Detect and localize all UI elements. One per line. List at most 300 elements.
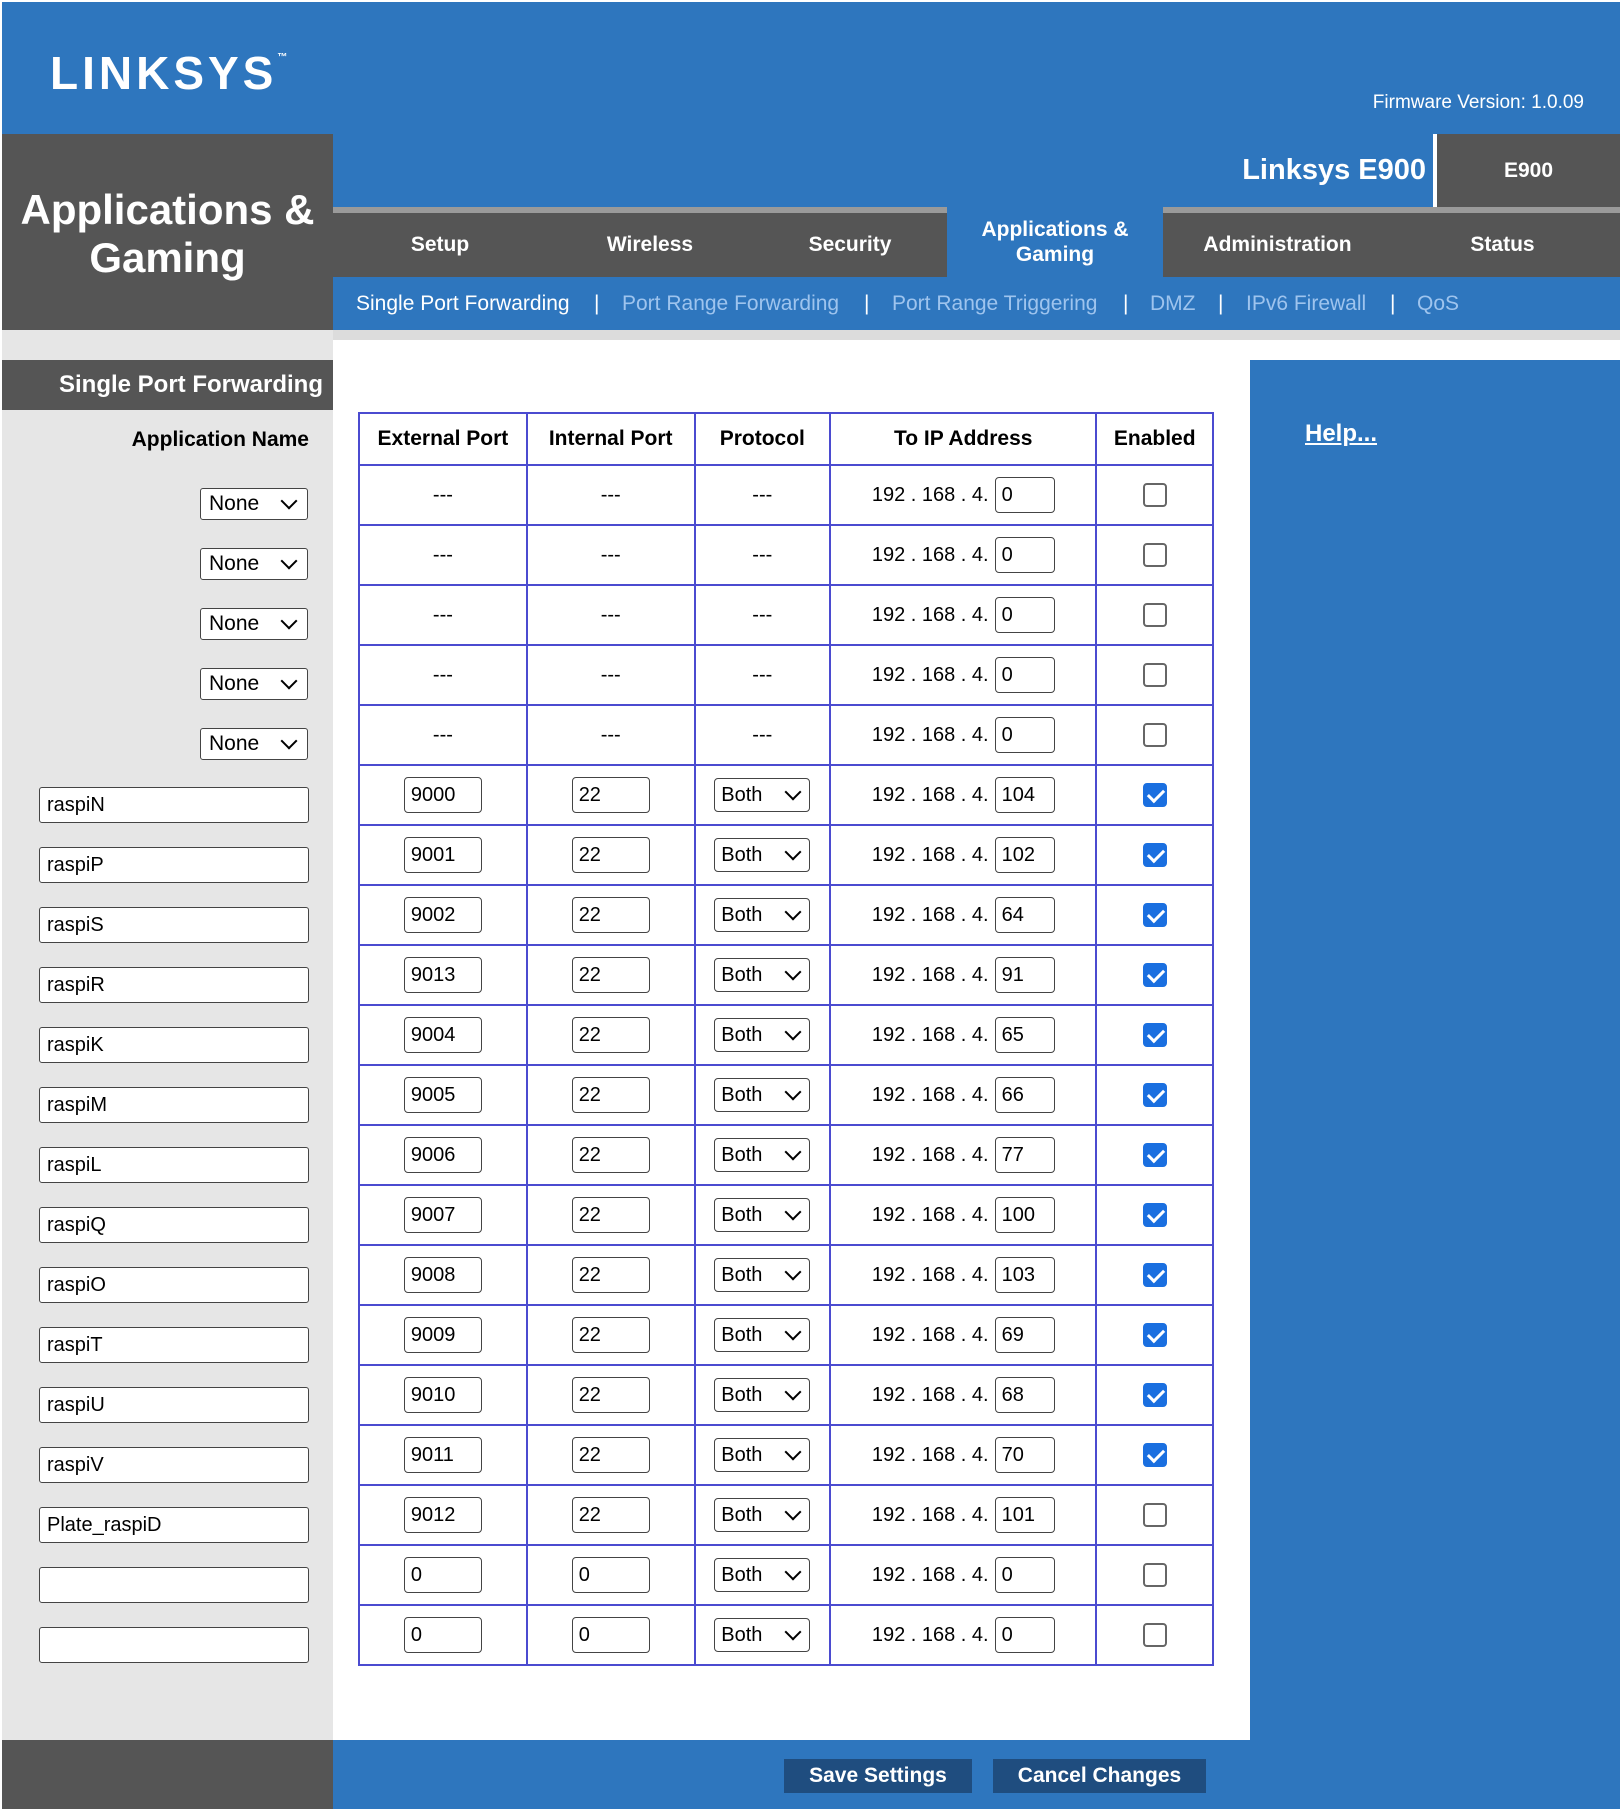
chevron-down-icon — [281, 493, 298, 510]
application-name-input[interactable] — [39, 1207, 309, 1243]
protocol-value: Both — [721, 963, 763, 986]
internal-port-cell — [527, 1005, 695, 1065]
enabled-checkbox[interactable] — [1143, 1023, 1167, 1047]
external-port-input[interactable] — [404, 1377, 482, 1413]
ip-address-cell — [830, 525, 1096, 585]
external-port-input[interactable] — [404, 1257, 482, 1293]
subnav-port-range-forwarding[interactable]: Port Range Forwarding — [622, 292, 840, 315]
internal-port-cell — [527, 1605, 695, 1665]
chevron-down-icon — [281, 553, 298, 570]
table-row — [359, 465, 1213, 525]
enabled-checkbox[interactable] — [1143, 1143, 1167, 1167]
protocol-select[interactable] — [714, 1498, 810, 1532]
section-title: Applications & Gaming — [20, 186, 315, 281]
application-name-input[interactable] — [39, 967, 309, 1003]
ip-last-octet-input[interactable] — [995, 477, 1055, 513]
subnav-separator: | — [1390, 292, 1396, 315]
protocol-placeholder: --- — [752, 603, 773, 626]
protocol-select[interactable] — [714, 1618, 810, 1652]
ip-prefix: 192 . 168 . 4. — [871, 1443, 989, 1466]
protocol-cell — [695, 465, 830, 525]
application-select[interactable] — [200, 608, 308, 640]
internal-port-input[interactable] — [572, 1617, 650, 1653]
protocol-select[interactable] — [714, 1078, 810, 1112]
tab-status[interactable]: Status — [1470, 233, 1535, 256]
internal-port-placeholder: --- — [600, 543, 621, 566]
internal-port-input[interactable] — [572, 1137, 650, 1173]
internal-port-cell — [527, 705, 695, 765]
internal-port-input[interactable] — [572, 1197, 650, 1233]
protocol-select[interactable] — [714, 838, 810, 872]
protocol-select[interactable] — [714, 1378, 810, 1412]
col-enabled: Enabled — [1096, 413, 1213, 465]
external-port-cell — [359, 705, 527, 765]
linksys-logo: LINKSYS™ — [50, 47, 288, 99]
chevron-down-icon — [785, 1144, 802, 1161]
application-name-input[interactable] — [39, 787, 309, 823]
external-port-input[interactable] — [404, 777, 482, 813]
application-name-input[interactable] — [39, 1447, 309, 1483]
protocol-cell — [695, 1305, 830, 1365]
external-port-cell — [359, 525, 527, 585]
ip-address-cell — [830, 765, 1096, 825]
table-row — [359, 1485, 1213, 1545]
ip-address-cell — [830, 885, 1096, 945]
protocol-cell — [695, 885, 830, 945]
internal-port-placeholder: --- — [600, 603, 621, 626]
ip-prefix: 192 . 168 . 4. — [871, 1383, 989, 1406]
external-port-input[interactable] — [404, 1557, 482, 1593]
chevron-down-icon — [281, 673, 298, 690]
ip-last-octet-input[interactable] — [995, 1197, 1055, 1233]
application-name-input[interactable] — [39, 1027, 309, 1063]
subnav-single-port-forwarding[interactable]: Single Port Forwarding — [356, 292, 570, 315]
table-row — [359, 1065, 1213, 1125]
internal-port-input[interactable] — [572, 957, 650, 993]
external-port-placeholder: --- — [432, 603, 453, 626]
application-name-input[interactable] — [39, 1147, 309, 1183]
external-port-cell — [359, 465, 527, 525]
table-row — [359, 1365, 1213, 1425]
ip-last-octet-input[interactable] — [995, 1017, 1055, 1053]
subnav-separator: | — [1218, 292, 1224, 315]
ip-last-octet-input[interactable] — [995, 1257, 1055, 1293]
enabled-cell — [1096, 645, 1213, 705]
enabled-cell — [1096, 825, 1213, 885]
ip-address-cell — [830, 705, 1096, 765]
internal-port-input[interactable] — [572, 837, 650, 873]
internal-port-input[interactable] — [572, 1497, 650, 1533]
protocol-value: Both — [721, 1563, 763, 1586]
application-name-input[interactable] — [39, 1567, 309, 1603]
internal-port-input[interactable] — [572, 777, 650, 813]
internal-port-input[interactable] — [572, 1557, 650, 1593]
tab-applications-gaming[interactable]: Applications & Gaming — [947, 207, 1163, 277]
ip-address-cell — [830, 645, 1096, 705]
table-row — [359, 1125, 1213, 1185]
enabled-cell — [1096, 1305, 1213, 1365]
external-port-input[interactable] — [404, 1137, 482, 1173]
protocol-cell — [695, 705, 830, 765]
external-port-input[interactable] — [404, 1077, 482, 1113]
protocol-cell — [695, 645, 830, 705]
protocol-value: Both — [721, 1503, 763, 1526]
enabled-cell — [1096, 1245, 1213, 1305]
ip-address-cell — [830, 945, 1096, 1005]
protocol-value: Both — [721, 1203, 763, 1226]
internal-port-cell — [527, 1185, 695, 1245]
external-port-cell — [359, 1425, 527, 1485]
protocol-select[interactable] — [714, 1438, 810, 1472]
protocol-value: Both — [721, 1083, 763, 1106]
protocol-cell — [695, 1605, 830, 1665]
chevron-down-icon — [785, 784, 802, 801]
protocol-select[interactable] — [714, 1258, 810, 1292]
enabled-cell — [1096, 1125, 1213, 1185]
ip-last-octet-input[interactable] — [995, 897, 1055, 933]
chevron-down-icon — [785, 1324, 802, 1341]
application-name-input[interactable] — [39, 1627, 309, 1663]
external-port-cell — [359, 885, 527, 945]
protocol-value: Both — [721, 1323, 763, 1346]
ip-address-cell — [830, 1125, 1096, 1185]
enabled-cell — [1096, 1485, 1213, 1545]
table-row — [359, 1305, 1213, 1365]
table-header-row — [359, 413, 1213, 465]
help-link[interactable]: Help... — [1305, 420, 1378, 447]
ip-prefix: 192 . 168 . 4. — [871, 663, 989, 686]
enabled-cell — [1096, 885, 1213, 945]
external-port-placeholder: --- — [432, 723, 453, 746]
external-port-cell — [359, 945, 527, 1005]
table-row — [359, 1545, 1213, 1605]
subnav-separator: | — [594, 292, 600, 315]
internal-port-placeholder: --- — [600, 483, 621, 506]
external-port-cell — [359, 585, 527, 645]
ip-prefix: 192 . 168 . 4. — [871, 783, 989, 806]
ip-last-octet-input[interactable] — [995, 1617, 1055, 1653]
protocol-select[interactable] — [714, 1558, 810, 1592]
internal-port-cell — [527, 645, 695, 705]
protocol-value: Both — [721, 843, 763, 866]
application-name-input[interactable] — [39, 1087, 309, 1123]
ip-prefix: 192 . 168 . 4. — [871, 1203, 989, 1226]
chevron-down-icon — [785, 1384, 802, 1401]
subnav-dmz[interactable]: DMZ — [1150, 292, 1196, 315]
internal-port-input[interactable] — [572, 1377, 650, 1413]
external-port-input[interactable] — [404, 1497, 482, 1533]
application-name-input[interactable] — [39, 1267, 309, 1303]
left-subtitle: Single Port Forwarding — [58, 371, 323, 398]
ip-prefix: 192 . 168 . 4. — [871, 1083, 989, 1106]
application-select-value: None — [209, 552, 260, 575]
table-row — [359, 1245, 1213, 1305]
chevron-down-icon — [785, 904, 802, 921]
enabled-checkbox[interactable] — [1143, 1503, 1167, 1527]
ip-prefix: 192 . 168 . 4. — [871, 843, 989, 866]
table-row — [359, 825, 1213, 885]
ip-address-cell — [830, 585, 1096, 645]
external-port-cell — [359, 1125, 527, 1185]
internal-port-input[interactable] — [572, 1077, 650, 1113]
external-port-cell — [359, 1245, 527, 1305]
chevron-down-icon — [785, 1444, 802, 1461]
external-port-cell — [359, 1185, 527, 1245]
enabled-checkbox[interactable] — [1143, 663, 1167, 687]
protocol-cell — [695, 1185, 830, 1245]
chevron-down-icon — [785, 1204, 802, 1221]
internal-port-cell — [527, 1365, 695, 1425]
internal-port-input[interactable] — [572, 1257, 650, 1293]
protocol-cell — [695, 1005, 830, 1065]
internal-port-cell — [527, 765, 695, 825]
table-row — [359, 645, 1213, 705]
external-port-input[interactable] — [404, 1617, 482, 1653]
external-port-input[interactable] — [404, 1317, 482, 1353]
table-row — [359, 1185, 1213, 1245]
internal-port-input[interactable] — [572, 897, 650, 933]
external-port-cell — [359, 645, 527, 705]
ip-prefix: 192 . 168 . 4. — [871, 1503, 989, 1526]
table-row — [359, 1425, 1213, 1485]
col-protocol: Protocol — [695, 413, 830, 465]
chevron-down-icon — [785, 1024, 802, 1041]
protocol-value: Both — [721, 903, 763, 926]
tab-administration[interactable]: Administration — [1203, 233, 1352, 256]
ip-last-octet-input[interactable] — [995, 837, 1055, 873]
application-select[interactable] — [200, 668, 308, 700]
firmware-version: Firmware Version: 1.0.09 — [1372, 92, 1584, 113]
application-name-input[interactable] — [39, 1327, 309, 1363]
content-top-strip — [333, 330, 1620, 340]
external-port-input[interactable] — [404, 837, 482, 873]
subnav-port-range-triggering[interactable]: Port Range Triggering — [892, 292, 1098, 315]
protocol-placeholder: --- — [752, 483, 773, 506]
protocol-placeholder: --- — [752, 543, 773, 566]
ip-last-octet-input[interactable] — [995, 1077, 1055, 1113]
application-select-value: None — [209, 612, 260, 635]
enabled-cell — [1096, 1605, 1213, 1665]
application-name-input[interactable] — [39, 1387, 309, 1423]
external-port-input[interactable] — [404, 957, 482, 993]
external-port-placeholder: --- — [432, 483, 453, 506]
ip-address-cell — [830, 465, 1096, 525]
application-name-label: Application Name — [131, 428, 309, 451]
protocol-cell — [695, 825, 830, 885]
enabled-checkbox[interactable] — [1143, 1563, 1167, 1587]
enabled-checkbox[interactable] — [1143, 483, 1167, 507]
col-ip-address: To IP Address — [830, 413, 1096, 465]
internal-port-placeholder: --- — [600, 723, 621, 746]
internal-port-cell — [527, 1425, 695, 1485]
application-name-input[interactable] — [39, 1507, 309, 1543]
enabled-cell — [1096, 705, 1213, 765]
enabled-cell — [1096, 1545, 1213, 1605]
enabled-checkbox[interactable] — [1143, 1623, 1167, 1647]
enabled-checkbox[interactable] — [1143, 903, 1167, 927]
enabled-checkbox[interactable] — [1143, 543, 1167, 567]
ip-address-cell — [830, 1305, 1096, 1365]
internal-port-cell — [527, 1545, 695, 1605]
external-port-cell — [359, 1005, 527, 1065]
external-port-cell — [359, 1065, 527, 1125]
enabled-cell — [1096, 945, 1213, 1005]
internal-port-cell — [527, 465, 695, 525]
ip-last-octet-input[interactable] — [995, 957, 1055, 993]
enabled-checkbox[interactable] — [1143, 1083, 1167, 1107]
protocol-cell — [695, 765, 830, 825]
external-port-cell — [359, 1485, 527, 1545]
chevron-down-icon — [785, 1504, 802, 1521]
external-port-cell — [359, 1545, 527, 1605]
enabled-checkbox[interactable] — [1143, 1383, 1167, 1407]
ip-last-octet-input[interactable] — [995, 597, 1055, 633]
left-gray-strip — [2, 330, 333, 360]
protocol-cell — [695, 585, 830, 645]
protocol-value: Both — [721, 1443, 763, 1466]
ip-prefix: 192 . 168 . 4. — [871, 1623, 989, 1646]
ip-last-octet-input[interactable] — [995, 777, 1055, 813]
help-panel — [1250, 360, 1620, 1809]
external-port-cell — [359, 825, 527, 885]
ip-last-octet-input[interactable] — [995, 1557, 1055, 1593]
subnav-qos[interactable]: QoS — [1417, 292, 1460, 315]
ip-prefix: 192 . 168 . 4. — [871, 723, 989, 746]
ip-last-octet-input[interactable] — [995, 657, 1055, 693]
ip-last-octet-input[interactable] — [995, 1137, 1055, 1173]
enabled-cell — [1096, 1365, 1213, 1425]
protocol-value: Both — [721, 1623, 763, 1646]
enabled-checkbox[interactable] — [1143, 783, 1167, 807]
internal-port-cell — [527, 1245, 695, 1305]
model-short: E900 — [1437, 134, 1620, 207]
external-port-input[interactable] — [404, 897, 482, 933]
external-port-placeholder: --- — [432, 543, 453, 566]
application-select-value: None — [209, 672, 260, 695]
internal-port-cell — [527, 525, 695, 585]
protocol-cell — [695, 1365, 830, 1425]
enabled-checkbox[interactable] — [1143, 843, 1167, 867]
internal-port-cell — [527, 1125, 695, 1185]
application-name-input[interactable] — [39, 847, 309, 883]
enabled-cell — [1096, 1185, 1213, 1245]
protocol-cell — [695, 1425, 830, 1485]
model-name: Linksys E900 — [1242, 154, 1426, 186]
internal-port-input[interactable] — [572, 1437, 650, 1473]
save-settings-button[interactable]: Save Settings — [784, 1759, 972, 1793]
subnav-separator: | — [1123, 292, 1129, 315]
protocol-cell — [695, 1245, 830, 1305]
enabled-checkbox[interactable] — [1143, 1203, 1167, 1227]
external-port-input[interactable] — [404, 1437, 482, 1473]
protocol-value: Both — [721, 1143, 763, 1166]
enabled-checkbox[interactable] — [1143, 723, 1167, 747]
enabled-checkbox[interactable] — [1143, 1323, 1167, 1347]
protocol-select[interactable] — [714, 898, 810, 932]
ip-last-octet-input[interactable] — [995, 1437, 1055, 1473]
ip-prefix: 192 . 168 . 4. — [871, 903, 989, 926]
ip-prefix: 192 . 168 . 4. — [871, 483, 989, 506]
application-name-input[interactable] — [39, 907, 309, 943]
subnav-ipv6-firewall[interactable]: IPv6 Firewall — [1246, 292, 1367, 315]
external-port-input[interactable] — [404, 1197, 482, 1233]
ip-last-octet-input[interactable] — [995, 1497, 1055, 1533]
application-select-value: None — [209, 492, 260, 515]
ip-last-octet-input[interactable] — [995, 1317, 1055, 1353]
cancel-changes-button[interactable]: Cancel Changes — [993, 1759, 1206, 1793]
table-row — [359, 945, 1213, 1005]
enabled-cell — [1096, 765, 1213, 825]
internal-port-input[interactable] — [572, 1017, 650, 1053]
protocol-cell — [695, 1485, 830, 1545]
ip-last-octet-input[interactable] — [995, 717, 1055, 753]
enabled-checkbox[interactable] — [1143, 963, 1167, 987]
protocol-cell — [695, 1125, 830, 1185]
protocol-select[interactable] — [714, 1018, 810, 1052]
tab-security[interactable]: Security — [808, 233, 892, 256]
ip-address-cell — [830, 1245, 1096, 1305]
chevron-down-icon — [785, 964, 802, 981]
application-select[interactable] — [200, 488, 308, 520]
internal-port-input[interactable] — [572, 1317, 650, 1353]
ip-prefix: 192 . 168 . 4. — [871, 963, 989, 986]
ip-prefix: 192 . 168 . 4. — [871, 603, 989, 626]
internal-port-cell — [527, 585, 695, 645]
external-port-cell — [359, 1305, 527, 1365]
protocol-value: Both — [721, 1383, 763, 1406]
application-select[interactable] — [200, 548, 308, 580]
ip-last-octet-input[interactable] — [995, 1377, 1055, 1413]
protocol-select[interactable] — [714, 778, 810, 812]
port-forwarding-table — [358, 412, 1214, 1666]
enabled-checkbox[interactable] — [1143, 1263, 1167, 1287]
protocol-select[interactable] — [714, 1318, 810, 1352]
internal-port-cell — [527, 885, 695, 945]
protocol-value: Both — [721, 1263, 763, 1286]
enabled-checkbox[interactable] — [1143, 603, 1167, 627]
tab-wireless[interactable]: Wireless — [606, 233, 694, 256]
ip-address-cell — [830, 1005, 1096, 1065]
ip-prefix: 192 . 168 . 4. — [871, 543, 989, 566]
ip-address-cell — [830, 825, 1096, 885]
enabled-cell — [1096, 525, 1213, 585]
table-row — [359, 885, 1213, 945]
table-row — [359, 585, 1213, 645]
ip-address-cell — [830, 1605, 1096, 1665]
external-port-input[interactable] — [404, 1017, 482, 1053]
protocol-select[interactable] — [714, 958, 810, 992]
enabled-checkbox[interactable] — [1143, 1443, 1167, 1467]
protocol-cell — [695, 525, 830, 585]
protocol-select[interactable] — [714, 1198, 810, 1232]
subnav-separator: | — [864, 292, 870, 315]
external-port-cell — [359, 1605, 527, 1665]
internal-port-cell — [527, 1485, 695, 1545]
table-row — [359, 1605, 1213, 1665]
application-select[interactable] — [200, 728, 308, 760]
tab-setup[interactable]: Setup — [410, 233, 470, 256]
col-external-port: External Port — [359, 413, 527, 465]
enabled-cell — [1096, 585, 1213, 645]
internal-port-cell — [527, 1065, 695, 1125]
external-port-placeholder: --- — [432, 663, 453, 686]
internal-port-placeholder: --- — [600, 663, 621, 686]
ip-last-octet-input[interactable] — [995, 537, 1055, 573]
table-row — [359, 525, 1213, 585]
protocol-select[interactable] — [714, 1138, 810, 1172]
protocol-placeholder: --- — [752, 723, 773, 746]
enabled-cell — [1096, 1425, 1213, 1485]
